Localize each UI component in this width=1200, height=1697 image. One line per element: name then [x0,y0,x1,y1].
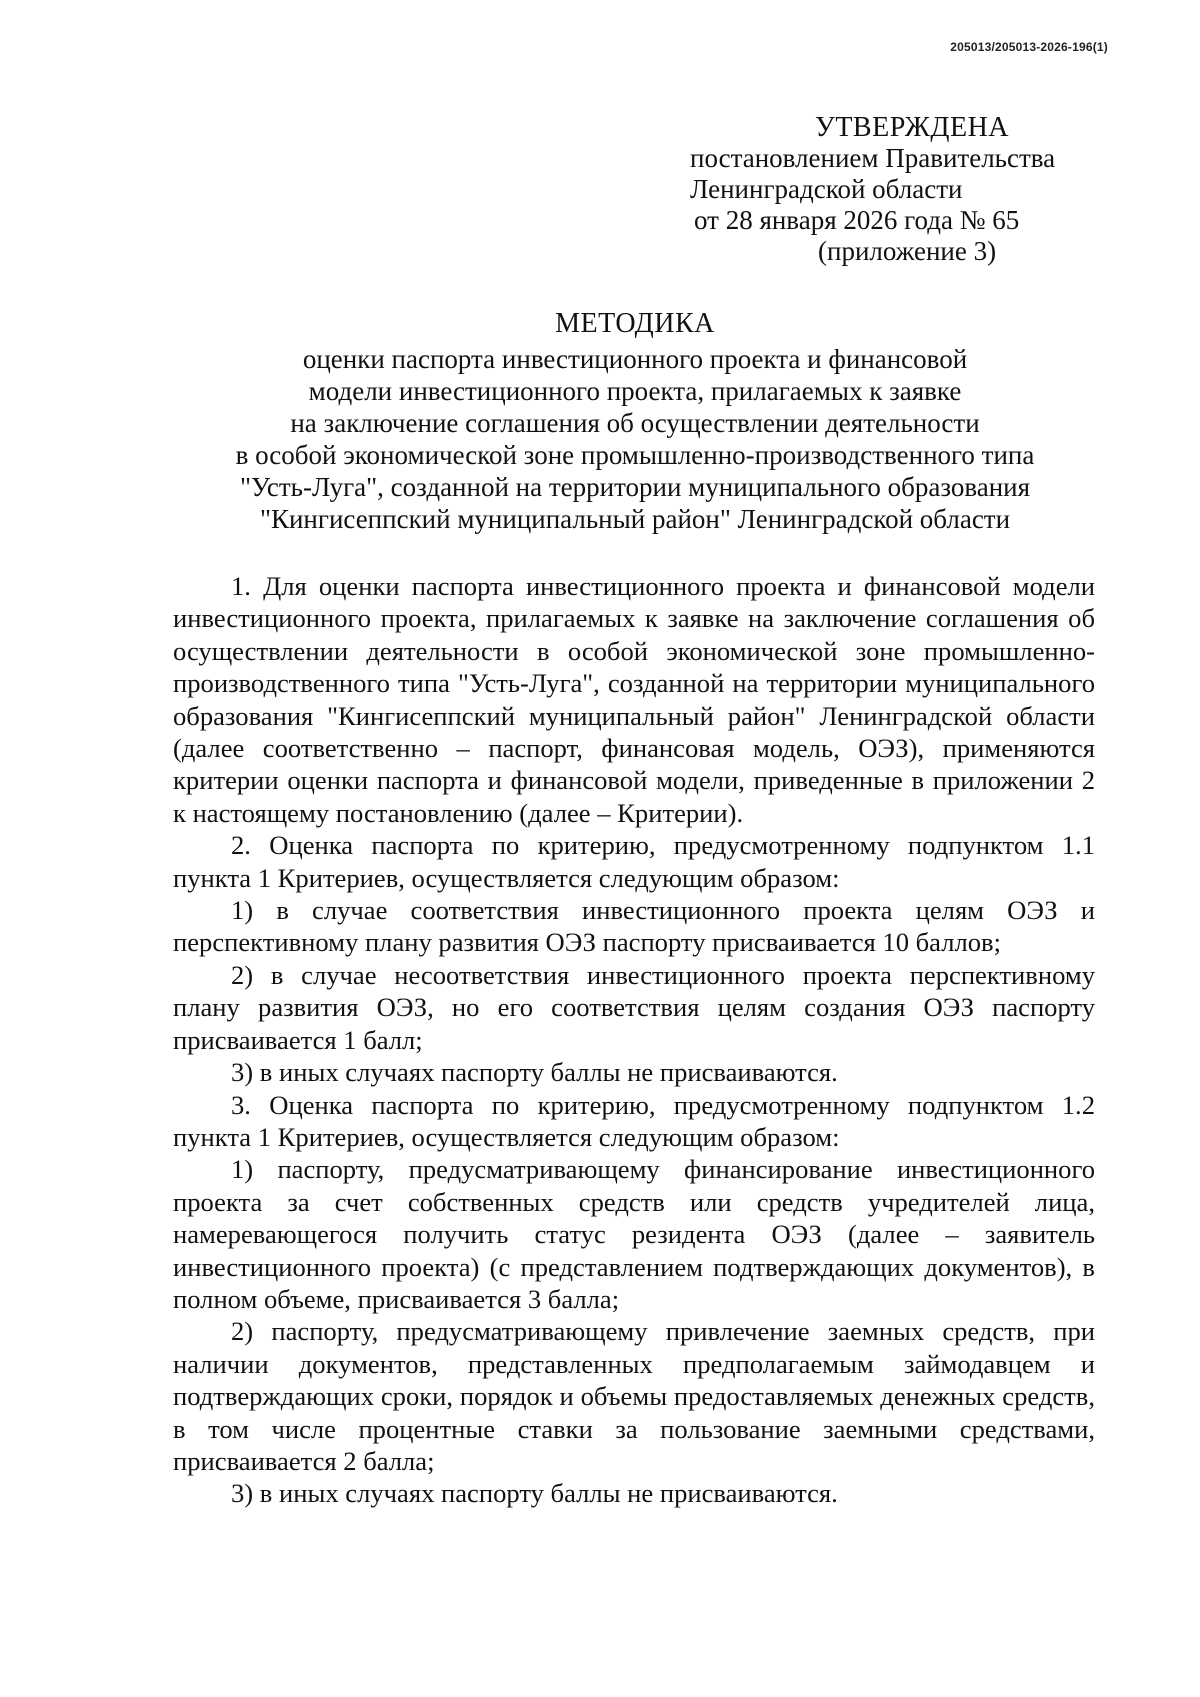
approval-line-date: от 28 января 2026 года № 65 [694,205,1020,235]
paragraph-2-item-1: 1) в случае соответствия инвестиционного проекта целям ОЭЗ и перспективному плану развития ОЭЗ паспорту присваивается 10 баллов; [173,895,1095,958]
document-title [170,308,1100,535]
paragraph-3-item-2: 2) паспорту, предусматривающему привлечение заемных средств, при наличии документов, представленных предполагаемым займодавцем и подтверждающих сроки, порядок и объемы предоставляемых денежных средств, в том числе процентные ставки за пользование заемными средствами, присваивается 2 балла; [173,1316,1095,1476]
paragraph-2-item-3: 3) в иных случаях паспорту баллы не присваиваются. [231,1057,838,1088]
title-line: на заключение соглашения об осуществлении деятельности [290,408,980,438]
approval-line-region: Ленинградской области [690,174,963,204]
paragraph-1: 1. Для оценки паспорта инвестиционного проекта и финансовой модели инвестиционного проекта, прилагаемых к заявке на заключение соглашения об осуществлении деятельности в особой экономической зоне промышленно-производственного типа "Усть-Луга", созданной на территории муниципального образования "Кингисеппский муниципальный район" Ленинградской области (далее соответственно – паспорт, финансовая модель, ОЭЗ), применяются критерии оценки паспорта и финансовой модели, приведенные в приложении 2 к настоящему постановлению (далее – Критерии). [173,571,1095,828]
approval-stamp [690,112,1055,267]
approval-title: УТВЕРЖДЕНА [815,112,1010,143]
title-line: оценки паспорта инвестиционного проекта и финансовой [302,344,968,374]
document-body [173,570,1095,1510]
title-line: в особой экономической зоне промышленно-производственного типа [235,440,1035,470]
title-main: МЕТОДИКА [555,308,715,339]
title-line: "Кингисеппский муниципальный район" Ленинградской области [259,504,1011,534]
approval-line-resolution: постановлением Правительства [690,143,1056,173]
paragraph-3: 3. Оценка паспорта по критерию, предусмотренному подпунктом 1.2 пункта 1 Критериев, осуществляется следующим образом: [173,1089,1095,1152]
approval-line-appendix: (приложение 3) [818,236,997,266]
paragraph-3-item-1: 1) паспорту, предусматривающему финансирование инвестиционного проекта за счет собственных средств или средств учредителей лица, намеревающегося получить статус резидента ОЭЗ (далее – заявитель инвестиционного проекта) (с представлением подтверждающих документов), в полном объеме, присваивается 3 балла; [173,1154,1095,1314]
title-line: модели инвестиционного проекта, прилагаемых к заявке [308,376,962,406]
paragraph-3-item-3: 3) в иных случаях паспорту баллы не присваиваются. [231,1478,838,1509]
document-id: 205013/205013-2026-196(1) [950,40,1108,54]
paragraph-2: 2. Оценка паспорта по критерию, предусмотренному подпунктом 1.1 пункта 1 Критериев, осуществляется следующим образом: [173,830,1095,893]
paragraph-2-item-2: 2) в случае несоответствия инвестиционного проекта перспективному плану развития ОЭЗ, но его соответствия целям создания ОЭЗ паспорту присваивается 1 балл; [173,959,1095,1055]
title-line: "Усть-Луга", созданной на территории муниципального образования [239,472,1031,502]
